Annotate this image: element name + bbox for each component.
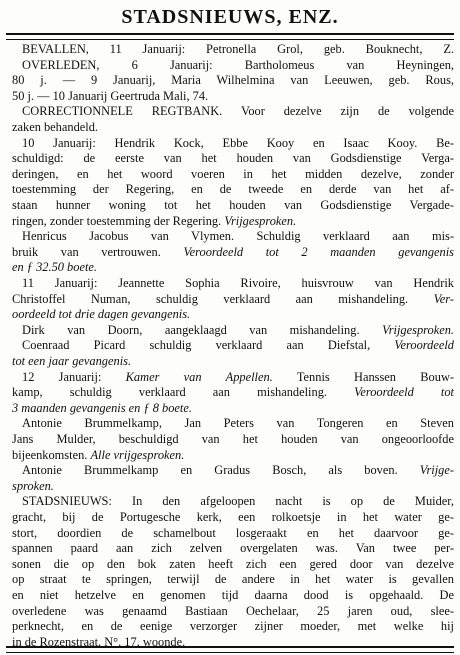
line-text: Henricus Jacobus van Vlymen. Schuldig verklaard aan mis-: [22, 229, 454, 244]
line-text: 12 Januarij:: [22, 369, 102, 384]
line-text: BEVALLEN, 11 Januarij: Petronella Grol, geb. Bouknecht, Z.: [22, 42, 454, 56]
text-line: [12, 462, 454, 478]
text-line: [12, 197, 454, 213]
section-masthead: STADSNIEUWS, ENZ.: [121, 6, 339, 28]
line-text: CORRECTIONNELE REGTBANK. Voor dezelve zijn de volgende: [22, 104, 454, 119]
line-text: 80 j. — 9 Januarij, Maria Wilhelmina van Leeuwen, geb. Rous,: [12, 73, 454, 88]
text-line: [12, 150, 454, 166]
text-line: [12, 166, 454, 182]
text-line: [12, 135, 454, 151]
text-line: [12, 57, 454, 73]
masthead-rule: [6, 33, 454, 40]
text-line: [12, 181, 454, 197]
italic-verdict: Kamer van Appellen.: [125, 369, 273, 384]
text-line: [12, 275, 454, 291]
line-text: overledene was genaamd Bastiaan Oechelaar, 25 jaren oud, slee-: [12, 603, 454, 618]
text-line: [12, 103, 454, 119]
text-line: [12, 244, 454, 260]
italic-verdict: oordeeld tot drie dagen gevangenis.: [12, 307, 191, 322]
text-line: [12, 88, 454, 104]
italic-verdict: 3 maanden gevangenis en ƒ 8 boete.: [12, 400, 192, 415]
text-line: [12, 384, 454, 400]
italic-verdict: Veroordeeld tot 2 maanden gevangenis: [183, 244, 454, 259]
line-text-tail: Tennis Hanssen Bouw-: [296, 369, 455, 384]
line-text: Antonie Brummelkamp, Jan Peters van Tongeren en Steven: [22, 416, 454, 431]
italic-verdict: Ver-: [433, 291, 455, 306]
line-text: kamp, schuldig verklaard aan mishandeling.: [12, 385, 327, 400]
text-line: [12, 493, 454, 509]
line-text: en niet hetzelve en genomen tijd daarna dood is opgehaald. De: [12, 588, 454, 602]
line-text: schuldigd: de eerste van het houden van Godsdienstige Verga-: [12, 151, 454, 166]
text-line: [12, 400, 454, 416]
line-text: stort, doordien de schamelbout losgeraakt en het daarvoor ge-: [12, 525, 454, 540]
line-text: STADSNIEUWS: In den afgeloopen nacht is op de Muider,: [22, 494, 454, 509]
text-line: [12, 291, 454, 307]
news-column: [12, 41, 455, 649]
line-text: deringen, en het woord voeren in het midden dezelve, zonder: [12, 166, 454, 181]
line-text: 11 Januarij: Jeannette Sophia Rivoire, huisvrouw van Hendrik: [22, 276, 454, 290]
text-line: [12, 431, 454, 447]
italic-verdict: en ƒ 32.50 boete.: [12, 260, 97, 275]
line-text: Dirk van Doorn, aangeklaagd van mishandeling.: [22, 322, 360, 337]
text-line: [12, 213, 454, 229]
text-line: [12, 369, 454, 385]
italic-verdict: tot een jaar gevangenis.: [12, 354, 132, 368]
line-text: OVERLEDEN, 6 Januarij: Bartholomeus van Heyningen,: [22, 57, 454, 72]
line-text: Christoffel Numan, schuldig verklaard aan mishandeling.: [12, 291, 409, 306]
text-line: [12, 447, 454, 463]
line-text: Coenraad Picard schuldig verklaard aan Diefstal,: [22, 338, 371, 353]
line-text: toestemming der Regering, en de tweede en derde van het af-: [12, 182, 454, 197]
italic-verdict: Veroordeeld tot: [354, 385, 454, 400]
text-line: [12, 587, 454, 603]
line-text: perknecht, en de eenige verzorger zijner moeder, met welke hij: [12, 619, 454, 634]
italic-verdict: Alle vrijgesproken.: [90, 447, 185, 462]
line-text: spannen paard aan zich zelven overgelaten was. Van twee per-: [12, 541, 454, 556]
line-text: Jans Mulder, beschuldigd van het houden van ongeoorloofde: [12, 432, 454, 446]
line-text: in de Rozenstraat, N°. 17, woonde.: [12, 634, 186, 649]
line-text: ringen, zonder toestemming der Regering.: [12, 213, 222, 228]
text-line: [12, 41, 454, 57]
text-line: [12, 72, 454, 88]
line-text: gracht, bij de Portugesche kerk, een rolkoetsje in het water ge-: [12, 510, 454, 524]
text-line: [12, 603, 454, 619]
line-text: op straat te springen, terwijl de andere in het water is gevallen: [12, 572, 454, 587]
text-line: [12, 540, 454, 556]
text-line: [12, 259, 454, 275]
line-text: 50 j. — 10 Januarij Geertruda Mali, 74.: [12, 88, 209, 103]
italic-verdict: Vrijgesproken.: [382, 322, 454, 337]
line-text: sonen die op den bok zaten heeft zich een gered door van dezelve: [12, 556, 454, 571]
line-text: staan hunner woning tot het houden van Godsdienstige Vergade-: [12, 198, 454, 212]
text-line: [12, 228, 454, 244]
text-line: [12, 618, 454, 634]
line-text: Antonie Brummelkamp en Gradus Bosch, als boven.: [22, 463, 398, 478]
text-line: [12, 556, 454, 572]
bottom-rule: [6, 646, 454, 653]
text-line: [12, 337, 454, 353]
line-text: zaken behandeld.: [12, 120, 99, 134]
italic-verdict: Vrijgesproken.: [224, 213, 297, 228]
line-text: 10 Januarij: Hendrik Kock, Ebbe Kooy en Isaac Kooy. Be-: [22, 135, 454, 150]
italic-verdict: Veroordeeld: [394, 338, 454, 353]
text-line: [12, 509, 454, 525]
text-line: [12, 322, 454, 338]
text-line: [12, 525, 454, 541]
italic-verdict: sproken.: [12, 478, 54, 493]
text-line: [12, 571, 454, 587]
line-text: bruik van vertrouwen.: [12, 244, 161, 259]
text-line: [12, 353, 454, 369]
text-line: [12, 119, 454, 135]
text-line: [12, 415, 454, 431]
line-text: bijeenkomsten.: [12, 447, 88, 462]
italic-verdict: Vrijge-: [419, 463, 454, 478]
text-line: [12, 478, 454, 494]
text-line: [12, 306, 454, 322]
